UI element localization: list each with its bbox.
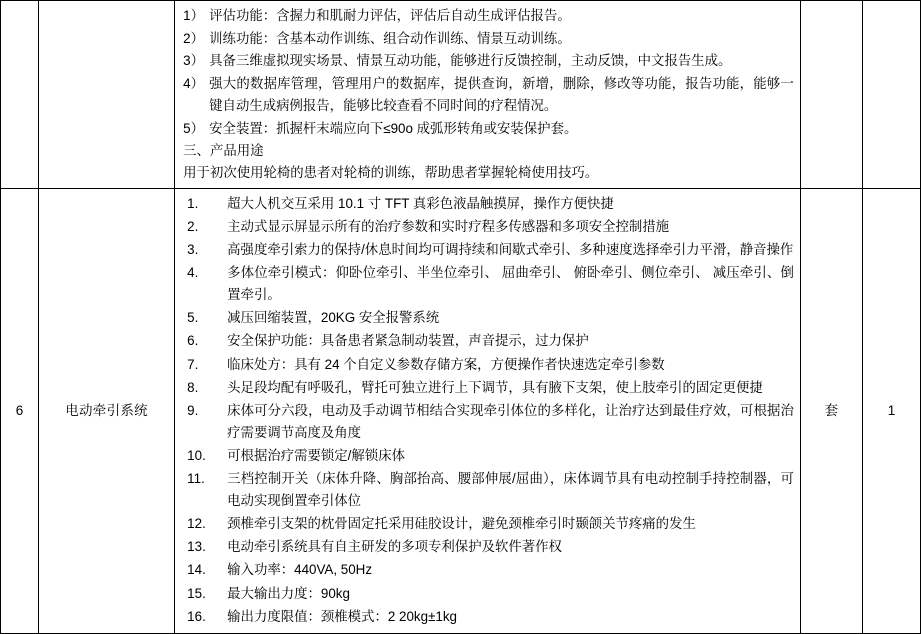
list-text: 三档控制开关（床体升降、胸部抬高、腰部伸展/屈曲），床体调节具有电动控制手持控制器，可电动实现倒置牵引体位	[227, 471, 794, 508]
description-body	[175, 1, 800, 188]
list-marker: 7.	[187, 356, 199, 372]
list-text: 强大的数据库管理，管理用户的数据库，提供查询，新增，删除，修改等功能，报告功能，能够一键自动生成病例报告，能够比较查看不同时间的疗程情况。	[209, 76, 794, 113]
row-number-cell: 6	[1, 188, 39, 633]
list-text: 训练功能：含基本动作训练、组合动作训练、情景互动训练。	[209, 30, 571, 46]
list-marker: 1）	[183, 8, 205, 23]
list-item	[183, 307, 794, 329]
row-quantity-cell	[862, 1, 920, 189]
list-marker: 14.	[187, 562, 206, 578]
row-description-cell	[175, 188, 801, 633]
list-text: 颈椎牵引支架的枕骨固定托采用硅胶设计，避免颈椎牵引时颞颌关节疼痛的发生	[227, 515, 696, 531]
list-item	[183, 583, 794, 605]
list-item	[183, 513, 794, 535]
list-item	[183, 377, 794, 399]
section-paragraph: 用于初次使用轮椅的患者对轮椅的训练，帮助患者掌握轮椅使用技巧。	[183, 164, 599, 180]
list-item	[183, 216, 794, 238]
list-text: 具备三维虚拟现实场景、情景互动功能，能够进行反馈控制，主动反馈，中文报告生成。	[209, 53, 732, 69]
list-text: 评估功能：含握力和肌耐力评估，评估后自动生成评估报告。	[209, 8, 571, 23]
list-item	[183, 239, 794, 261]
list-item	[183, 606, 794, 628]
list-text: 超大人机交互采用 10.1 寸 TFT 真彩色液晶触摸屏，操作方便快捷	[227, 195, 614, 211]
list-marker: 5.	[187, 310, 199, 326]
table-row	[1, 1, 921, 189]
list-marker: 10.	[187, 447, 206, 463]
list-text: 输入功率：440VA, 50Hz	[227, 562, 373, 578]
list-item	[183, 118, 794, 140]
list-item	[183, 5, 794, 27]
list-item	[183, 262, 794, 305]
list-item	[183, 50, 794, 72]
row-description-cell	[175, 1, 801, 189]
list-text: 头足段均配有呼吸孔，臂托可独立进行上下调节，具有腋下支架，使上肢牵引的固定更便捷	[227, 379, 763, 395]
list-text: 输出力度限值：颈椎模式：2 20kg±1kg	[227, 608, 458, 624]
list-item	[183, 28, 794, 50]
list-text: 床体可分六段，电动及手动调节相结合实现牵引体位的多样化，让治疗达到最佳疗效，可根据治疗需要调节高度及角度	[227, 402, 794, 440]
list-text: 高强度牵引索力的保持/休息时间均可调持续和间歇式牵引、多种速度选择牵引力平滑，静音操作	[227, 242, 794, 258]
list-text: 电动牵引系统具有自主研发的多项专利保护及软件著作权	[227, 539, 562, 555]
list-marker: 2.	[187, 218, 199, 234]
requirement-list	[183, 193, 794, 628]
list-marker: 3）	[183, 53, 205, 69]
list-marker: 12.	[187, 515, 206, 531]
list-item	[183, 468, 794, 511]
list-text: 最大输出力度：90kg	[227, 585, 350, 601]
list-marker: 4.	[187, 265, 199, 281]
list-text: 安全保护功能：具备患者紧急制动装置，声音提示，过力保护	[227, 333, 589, 349]
row-unit-cell: 套	[800, 188, 862, 633]
row-number-cell	[1, 1, 39, 189]
list-item	[183, 445, 794, 467]
list-text: 安全装置：抓握杆末端应向下≤90o 成弧形转角或安装保护套。	[209, 120, 578, 136]
row-name-cell: 电动牵引系统	[39, 188, 175, 633]
section-heading: 三、产品用途	[183, 143, 264, 159]
list-marker: 5）	[183, 120, 205, 136]
list-marker: 16.	[187, 608, 206, 624]
list-item	[183, 400, 794, 443]
table-row	[1, 188, 921, 633]
list-item	[183, 193, 794, 215]
row-quantity-cell: 1	[862, 188, 920, 633]
row-name-cell	[39, 1, 175, 189]
list-item	[183, 354, 794, 376]
list-item	[183, 559, 794, 581]
list-item	[183, 536, 794, 558]
description-body	[175, 189, 800, 633]
list-text: 多体位牵引模式：仰卧位牵引、半坐位牵引、 屈曲牵引、 俯卧牵引、侧位牵引、 减压牵引、倒置牵引。	[227, 265, 794, 302]
list-marker: 2）	[183, 30, 205, 46]
list-marker: 8.	[187, 379, 199, 395]
list-marker: 6.	[187, 333, 199, 349]
list-text: 主动式显示屏显示所有的治疗参数和实时疗程多传感器和多项安全控制措施	[227, 218, 670, 234]
list-marker: 4）	[183, 76, 205, 92]
list-text: 减压回缩装置，20KG 安全报警系统	[227, 310, 440, 326]
list-text: 临床处方：具有 24 个自定义参数存储方案，方便操作者快速选定牵引参数	[227, 356, 665, 372]
list-marker: 1.	[187, 195, 199, 211]
list-item	[183, 330, 794, 352]
row-unit-cell	[800, 1, 862, 189]
list-marker: 13.	[187, 539, 206, 555]
list-marker: 3.	[187, 242, 199, 258]
list-text: 可根据治疗需要锁定/解锁床体	[227, 447, 405, 463]
list-item	[183, 73, 794, 116]
list-marker: 9.	[187, 402, 199, 418]
requirement-list	[183, 5, 794, 139]
list-marker: 15.	[187, 585, 206, 601]
list-marker: 11.	[187, 471, 205, 487]
